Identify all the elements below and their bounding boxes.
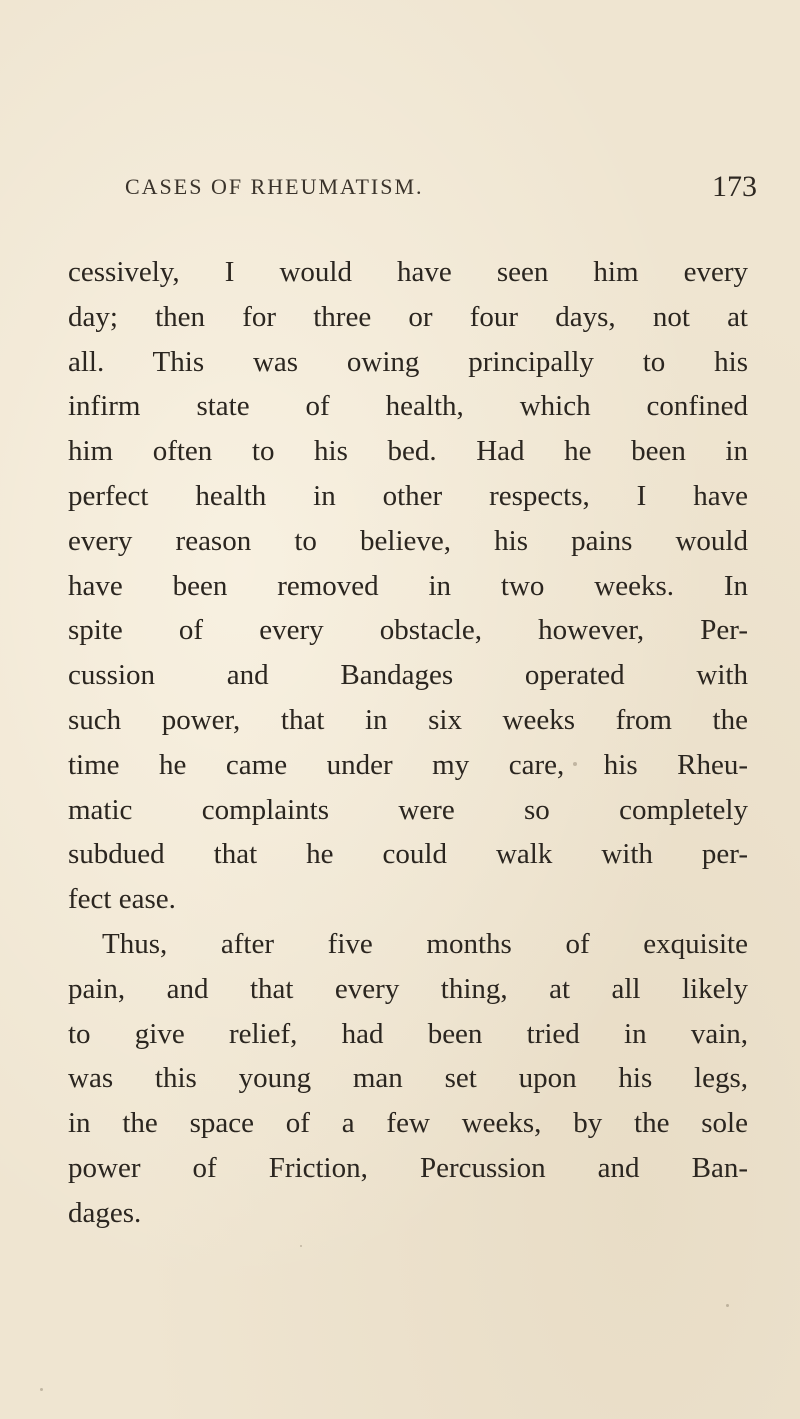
text-line: cussion and Bandages operated with: [68, 659, 748, 692]
text-line: perfect health in other respects, I have: [68, 479, 748, 512]
text-line: was this young man set upon his legs,: [68, 1062, 748, 1095]
text-line: all. This was owing principally to his: [68, 345, 748, 378]
text-line: to give relief, had been tried in vain,: [68, 1017, 748, 1050]
paper-speck: [300, 1245, 302, 1247]
text-line: pain, and that every thing, at all likely: [68, 972, 748, 1005]
body-text: [68, 250, 748, 1236]
paper-speck: [40, 1388, 43, 1391]
text-line: time he came under my care, his Rheu-: [68, 748, 748, 781]
text-line: matic complaints were so completely: [68, 793, 748, 826]
text-line: have been removed in two weeks. In: [68, 569, 748, 602]
text-line: fect ease.: [68, 883, 176, 916]
text-line: dages.: [68, 1196, 142, 1229]
paper-speck: [726, 1304, 729, 1307]
text-line: Thus, after five months of exquisite: [102, 927, 748, 960]
text-line: subdued that he could walk with per-: [68, 838, 748, 871]
text-line: in the space of a few weeks, by the sole: [68, 1107, 748, 1140]
running-head: CASES OF RHEUMATISM.: [125, 174, 424, 199]
text-line: infirm state of health, which confined: [68, 390, 748, 423]
text-line: such power, that in six weeks from the: [68, 703, 748, 736]
paragraph-2: [68, 922, 748, 1236]
text-line: spite of every obstacle, however, Per-: [68, 614, 748, 647]
text-line: power of Friction, Percussion and Ban-: [68, 1151, 748, 1184]
text-line: cessively, I would have seen him every: [68, 256, 748, 288]
page-number: 173: [712, 170, 757, 203]
text-line: day; then for three or four days, not at: [68, 300, 748, 333]
text-line: every reason to believe, his pains would: [68, 524, 748, 557]
paper-speck: [573, 762, 577, 766]
paragraph-1: [68, 250, 748, 922]
text-line: him often to his bed. Had he been in: [68, 435, 748, 468]
page-header: [0, 170, 800, 210]
